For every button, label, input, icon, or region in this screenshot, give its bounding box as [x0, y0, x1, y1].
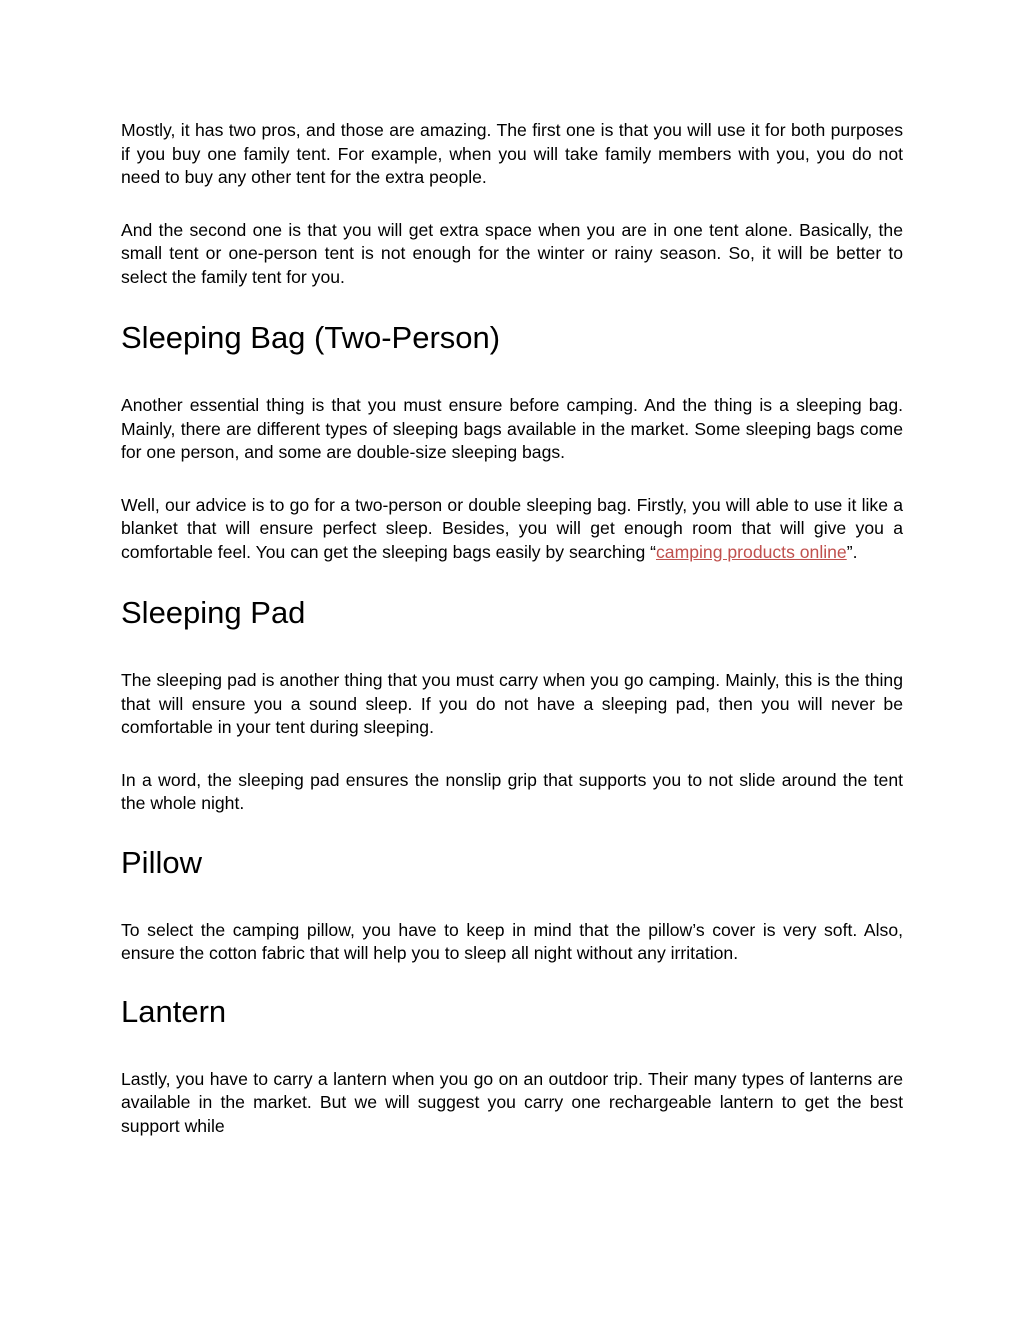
pillow-paragraph-1: To select the camping pillow, you have to keep in mind that the pillow’s cover is very soft. Also, ensure the cotton fabric that will help you to sleep all night without any irritation.	[121, 919, 903, 963]
sleeping-pad-heading: Sleeping Pad	[121, 595, 306, 630]
camping-products-online-link[interactable]: camping products online	[656, 541, 847, 562]
sleeping-bag-paragraph-2	[121, 494, 903, 565]
pillow-heading: Pillow	[121, 844, 202, 880]
lantern-paragraph-1: Lastly, you have to carry a lantern when you go on an outdoor trip. Their many types of lanterns are available in the market. But we will suggest you carry one rechargeable lantern to get the best support while	[121, 1068, 903, 1136]
sleeping-bag-paragraph-2-end: ”.	[846, 541, 858, 562]
document-page	[121, 119, 903, 1138]
sleeping-bag-paragraph-2-text: Well, our advice is to go for a two-person or double sleeping bag. Firstly, you will able to use it like a blanket that will ensure perfect sleep. Besides, you will get enough room that will give you a comfortable feel. You can get the sleeping bags easily by searching “	[121, 494, 903, 562]
lantern-heading: Lantern	[121, 993, 227, 1029]
sleeping-bag-heading: Sleeping Bag (Two-Person)	[121, 320, 501, 355]
sleeping-pad-paragraph-1: The sleeping pad is another thing that you must carry when you go camping. Mainly, this is the thing that will ensure you a sound sleep. If you do not have a sleeping pad, then you will never be comfortable in your tent during sleeping.	[121, 670, 903, 737]
intro-paragraph-2: And the second one is that you will get extra space when you are in one tent alone. Basically, the small tent or one-person tent is not enough for the winter or rainy season. So, it will be better to select the family tent for you.	[121, 219, 903, 287]
intro-paragraph-1: Mostly, it has two pros, and those are amazing. The first one is that you will use it for both purposes if you buy one family tent. For example, when you will take family members with you, you do not need to buy any other tent for the extra people.	[121, 120, 903, 187]
sleeping-bag-paragraph-1: Another essential thing is that you must ensure before camping. And the thing is a sleeping bag. Mainly, there are different types of sleeping bags available in the market. Some sleeping bags come for one person, and some are double-size sleeping bags.	[121, 395, 903, 462]
sleeping-pad-paragraph-2: In a word, the sleeping pad ensures the nonslip grip that supports you to not slide around the tent the whole night.	[121, 769, 903, 813]
